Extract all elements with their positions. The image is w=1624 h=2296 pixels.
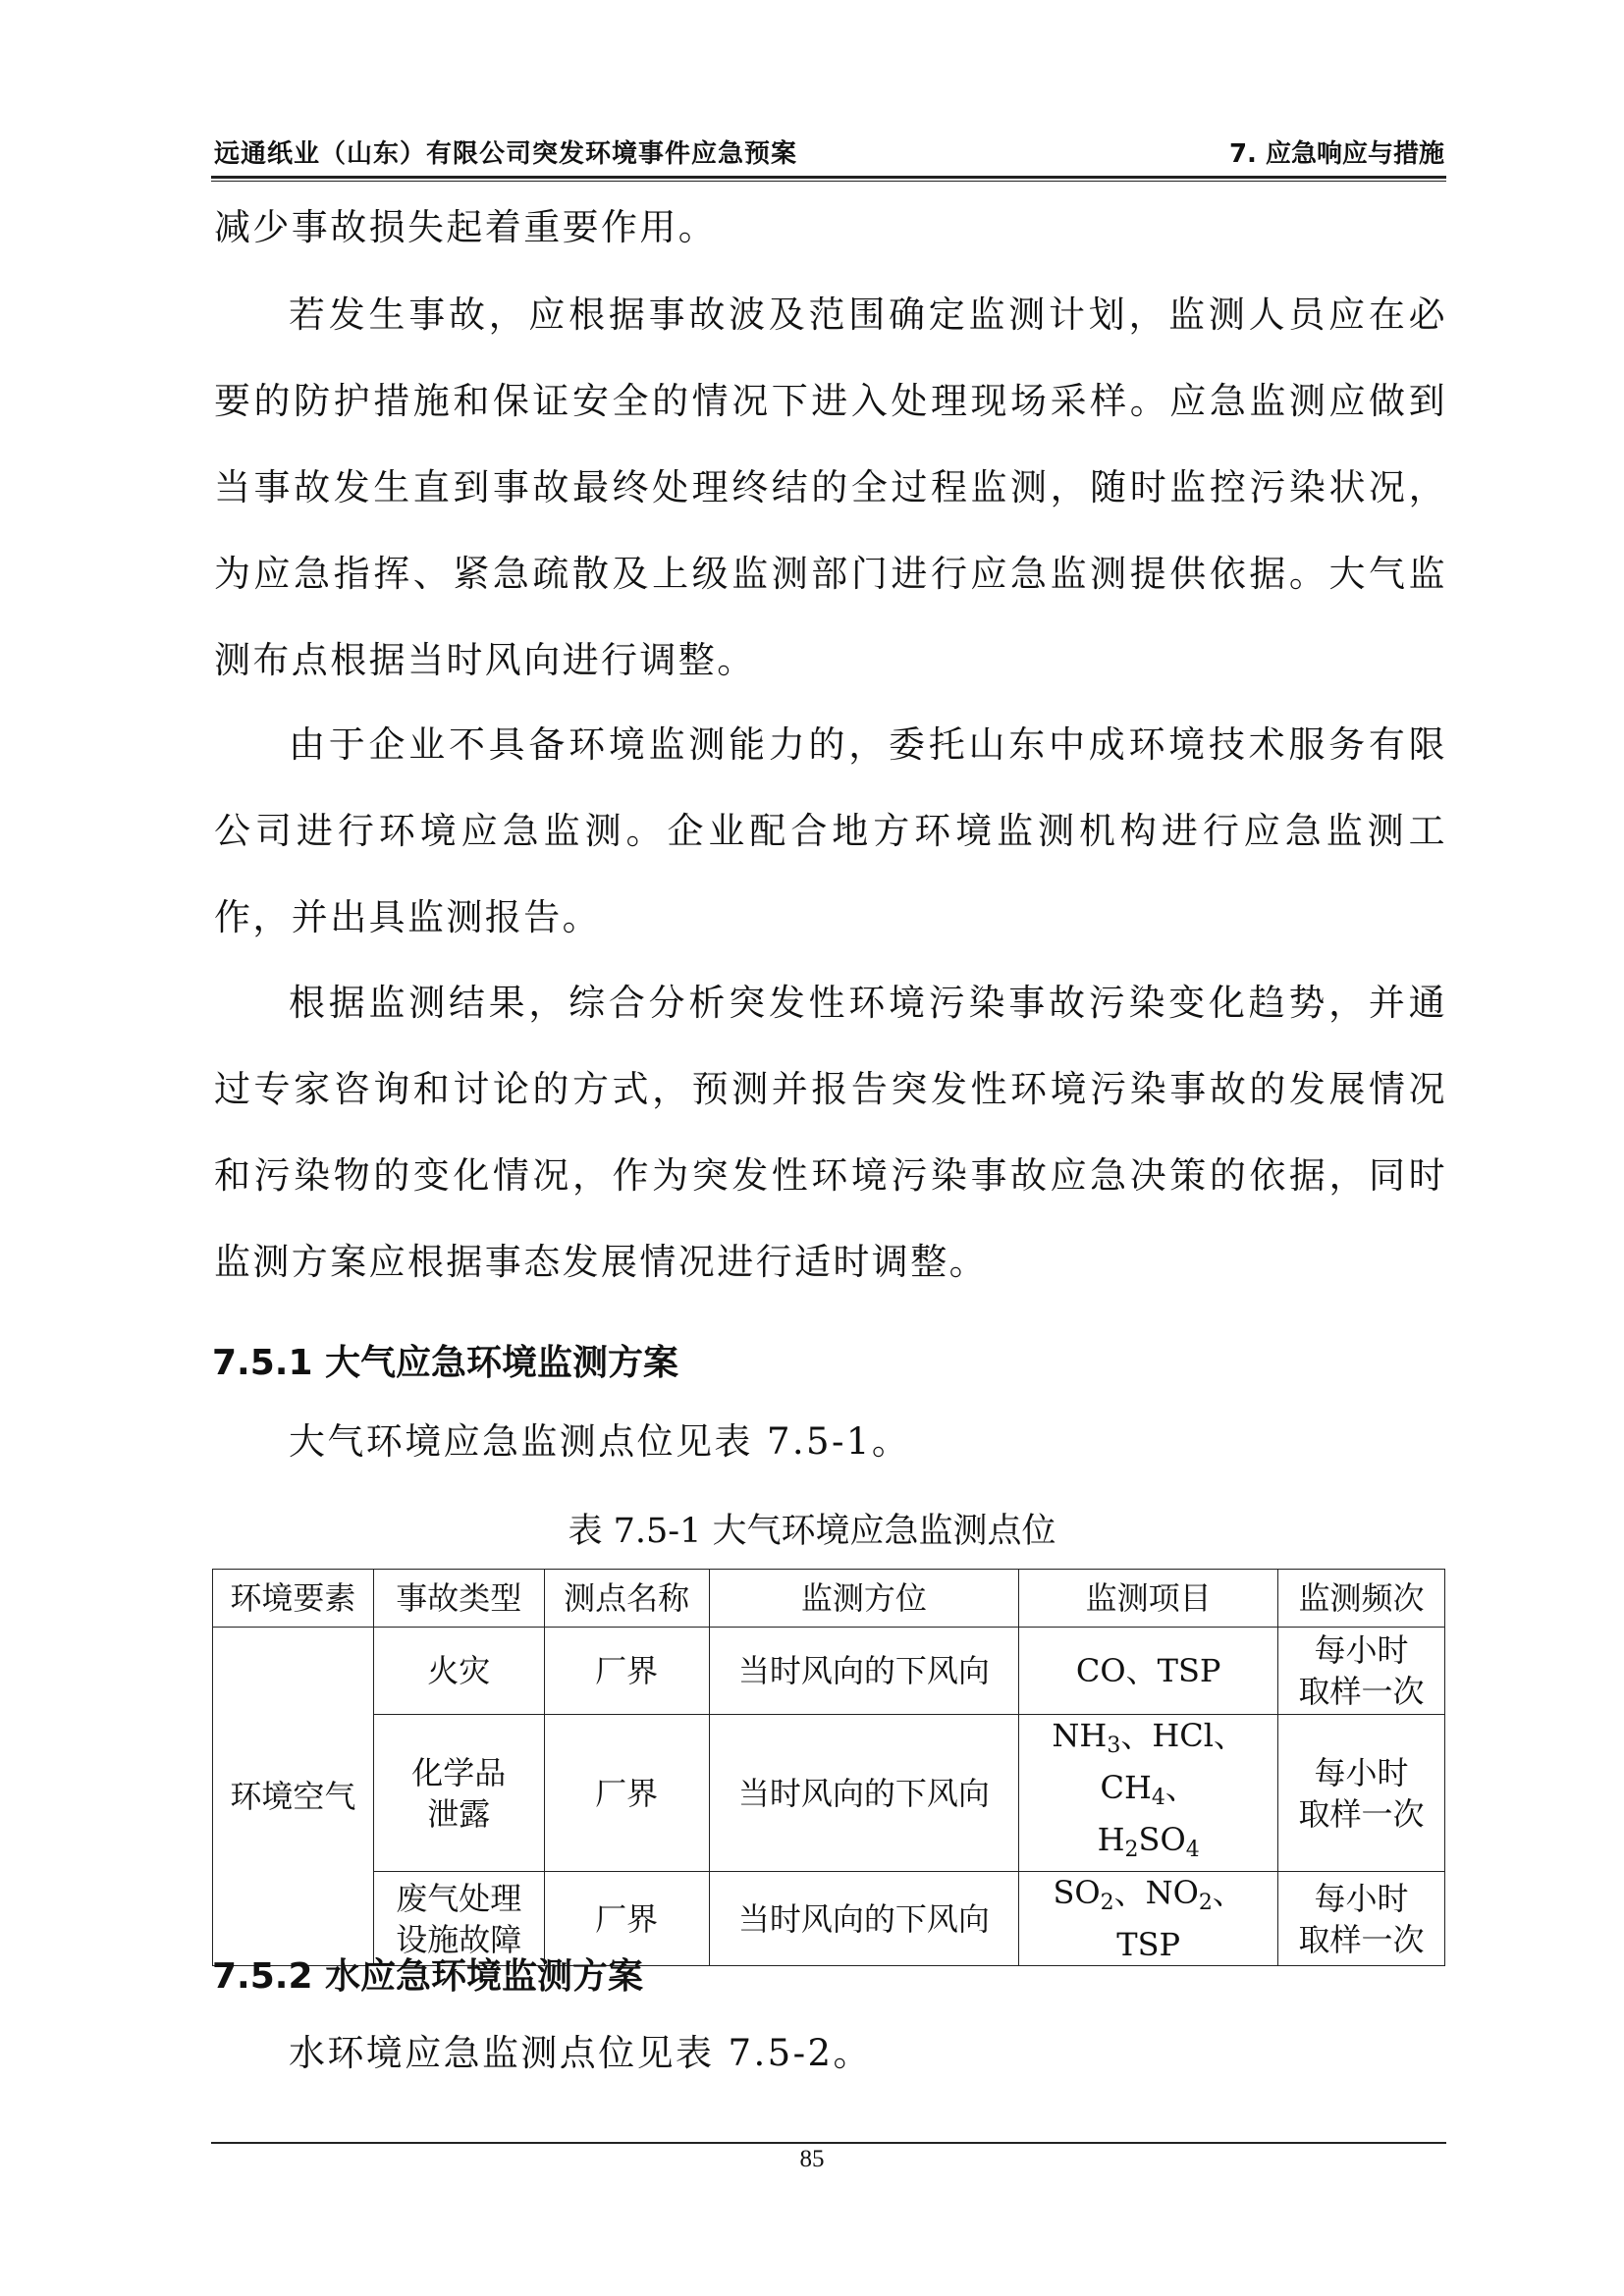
paragraph-monitoring-plan: 若发生事故，应根据事故波及范围确定监测计划，监测人员应在必要的防护措施和保证安全的情况下进入处理现场采样。应急监测应做到当事故发生直到事故最终处理终结的全过程监测，随时监控污染状况，为应急指挥、紧急疏散及上级监测部门进行应急监测提供依据。大气监测布点根据当时风向进行调整。 (214, 294, 1447, 681)
frequency-line: 每小时 (1314, 1753, 1409, 1791)
accident-type-cell: 火灾 (373, 1628, 544, 1715)
formula-text: NH (1052, 1717, 1108, 1754)
direction-cell: 当时风向的下风向 (709, 1715, 1019, 1872)
formula-text: H (1097, 1821, 1125, 1858)
running-header-title: 远通纸业（山东）有限公司突发环境事件应急预案 (214, 139, 798, 169)
frequency-cell (1278, 1872, 1445, 1966)
items-cell: CO、TSP (1019, 1628, 1278, 1715)
accident-type-line: 泄露 (427, 1794, 491, 1833)
formula-subscript: 2 (1198, 1891, 1213, 1915)
paragraph-analysis: 根据监测结果，综合分析突发性环境污染事故污染变化趋势，并通过专家咨询和讨论的方式，预测并报告突发性环境污染事故的发展情况和污染物的变化情况，作为突发性环境污染事故应急决策的依据，同时监测方案应根据事态发展情况进行适时调整。 (214, 982, 1447, 1283)
table-header-row (213, 1570, 1445, 1628)
formula-subscript: 2 (1124, 1838, 1139, 1862)
section-heading-7-5-1: 7.5.1 大气应急环境监测方案 (212, 1343, 679, 1383)
frequency-line: 每小时 (1314, 1631, 1409, 1669)
direction-cell: 当时风向的下风向 (709, 1628, 1019, 1715)
element-cell: 环境空气 (213, 1628, 374, 1966)
air-monitoring-table (212, 1569, 1445, 1966)
header-cell: 监测频次 (1278, 1570, 1445, 1628)
section-heading-7-5-2: 7.5.2 水应急环境监测方案 (212, 1956, 644, 1997)
items-cell (1019, 1872, 1278, 1966)
table-row (213, 1715, 1445, 1872)
formula-text: 、NO (1113, 1874, 1199, 1911)
direction-cell: 当时风向的下风向 (709, 1872, 1019, 1966)
frequency-line: 每小时 (1314, 1879, 1409, 1917)
formula-text: 、TSP (1116, 1874, 1244, 1963)
header-cell: 监测方位 (709, 1570, 1019, 1628)
header-cell: 环境要素 (213, 1570, 374, 1628)
section-intro-7-5-1: 大气环境应急监测点位见表 7.5-1。 (289, 1420, 911, 1463)
formula-text: 、 (1164, 1769, 1197, 1806)
running-header-chapter: 7. 应急响应与措施 (1228, 139, 1444, 169)
formula-text: SO (1138, 1821, 1186, 1858)
header-cell: 事故类型 (373, 1570, 544, 1628)
items-cell (1019, 1715, 1278, 1872)
header-cell: 监测项目 (1019, 1570, 1278, 1628)
paragraph-entrusted-monitoring: 由于企业不具备环境监测能力的，委托山东中成环境技术服务有限公司进行环境应急监测。企业配合地方环境监测机构进行应急监测工作，并出具监测报告。 (214, 723, 1447, 938)
paragraph-continued: 减少事故损失起着重要作用。 (214, 206, 718, 248)
formula-text: SO (1053, 1874, 1101, 1911)
header-rule (211, 176, 1446, 182)
site-cell: 厂界 (544, 1872, 709, 1966)
formula-subscript: 3 (1107, 1734, 1121, 1758)
site-cell: 厂界 (544, 1628, 709, 1715)
formula-subscript: 4 (1151, 1786, 1165, 1810)
formula-text: 、HCl、CH (1100, 1717, 1245, 1806)
frequency-cell (1278, 1628, 1445, 1715)
items-line (1023, 1715, 1273, 1819)
footer-rule (211, 2142, 1446, 2144)
table-caption: 表 7.5-1 大气环境应急监测点位 (568, 1512, 1056, 1551)
formula-subscript: 4 (1185, 1838, 1200, 1862)
frequency-cell (1278, 1715, 1445, 1872)
section-intro-7-5-2: 水环境应急监测点位见表 7.5-2。 (289, 2032, 872, 2074)
accident-type-line: 废气处理 (396, 1879, 522, 1917)
frequency-line: 取样一次 (1298, 1920, 1425, 1958)
items-line (1023, 1819, 1273, 1871)
accident-type-line: 化学品 (411, 1753, 507, 1791)
accident-type-cell (373, 1715, 544, 1872)
header-cell: 测点名称 (544, 1570, 709, 1628)
accident-type-line: 设施故障 (396, 1920, 522, 1958)
table-row (213, 1628, 1445, 1715)
page-number: 85 (799, 2146, 825, 2172)
frequency-line: 取样一次 (1298, 1673, 1425, 1710)
site-cell: 厂界 (544, 1715, 709, 1872)
frequency-line: 取样一次 (1298, 1794, 1425, 1833)
formula-subscript: 2 (1100, 1891, 1114, 1915)
